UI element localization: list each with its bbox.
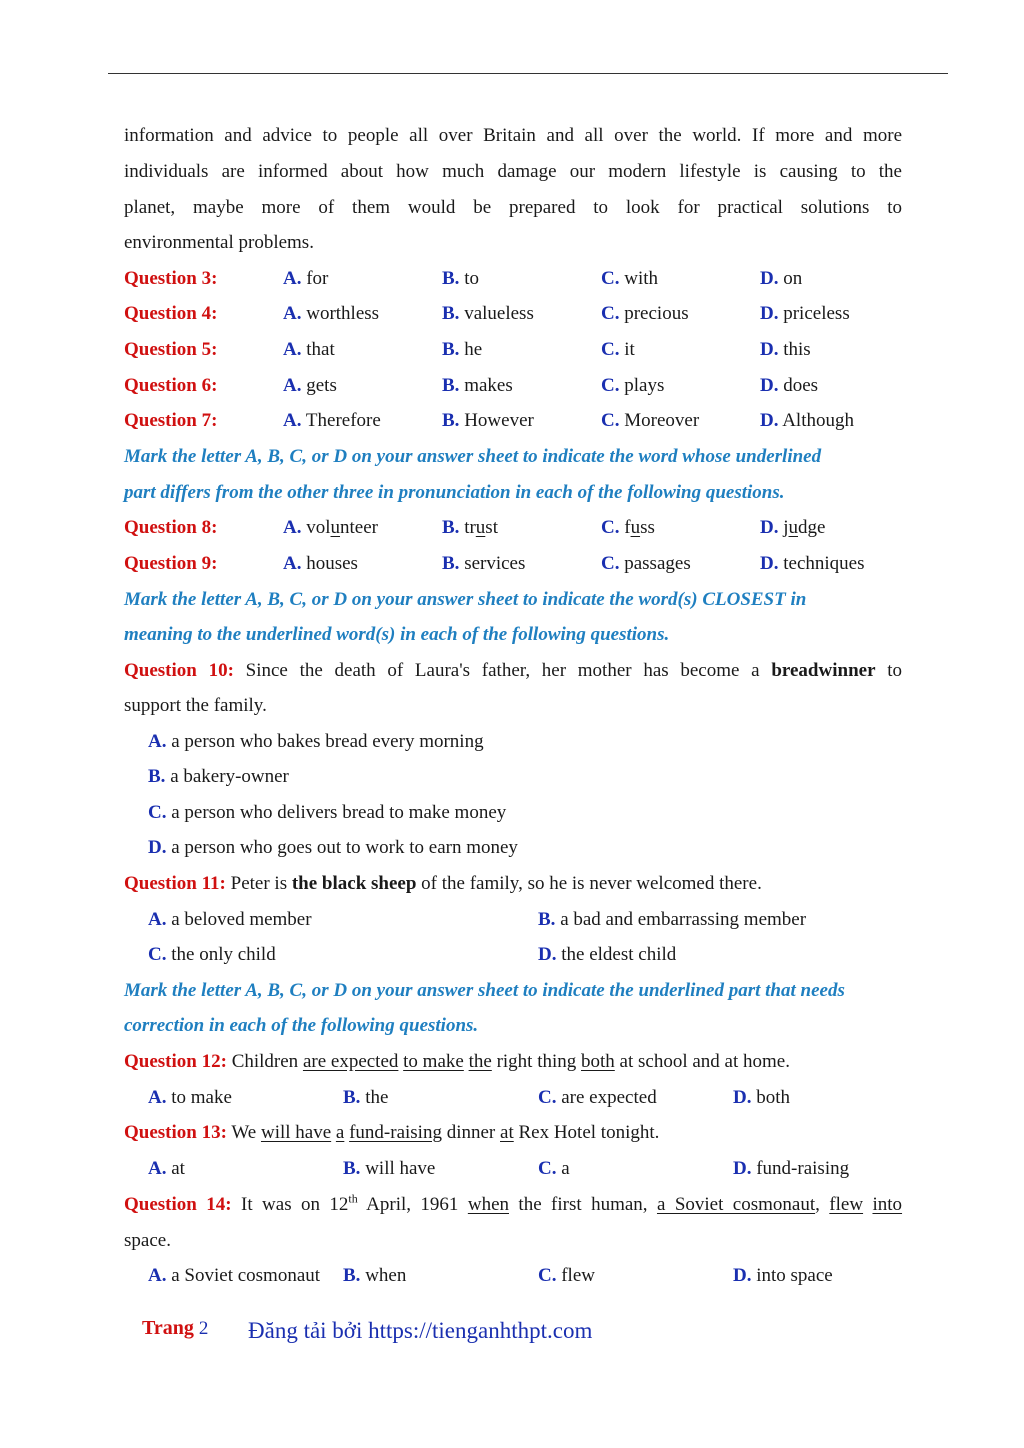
q9-option-d[interactable]: D. techniques xyxy=(760,553,865,574)
q5-option-c[interactable]: C. it xyxy=(601,339,635,360)
question-10-stem-cont: support the family. xyxy=(124,695,267,716)
instruction-closest-line-1: Mark the letter A, B, C, or D on your answer sheet to indicate the word(s) CLOSEST in xyxy=(124,589,807,610)
q12-option-a[interactable]: A. to make xyxy=(148,1087,232,1108)
q14-option-b[interactable]: B. when xyxy=(343,1265,407,1286)
question-12-label: Question 12: xyxy=(124,1051,227,1072)
q8-option-b[interactable]: B. trust xyxy=(442,517,498,538)
q6-option-b[interactable]: B. makes xyxy=(442,375,513,396)
question-14-label: Question 14: xyxy=(124,1194,232,1215)
q5-option-d[interactable]: D. this xyxy=(760,339,811,360)
passage-line-1: information and advice to people all over Britain and all over the world. If more and more xyxy=(124,125,902,146)
page-number: Trang 2 xyxy=(142,1317,209,1339)
q10-option-b[interactable]: B. a bakery-owner xyxy=(148,766,289,787)
question-3-label: Question 3: xyxy=(124,268,218,289)
q13-option-d[interactable]: D. fund-raising xyxy=(733,1158,850,1179)
q7-option-c[interactable]: C. Moreover xyxy=(601,410,700,431)
q4-option-b[interactable]: B. valueless xyxy=(442,303,534,324)
question-11-stem: Question 11: Peter is the black sheep of the family, so he is never welcomed there. xyxy=(124,873,762,894)
q11-option-b[interactable]: B. a bad and embarrassing member xyxy=(538,909,807,930)
question-10-stem: Question 10: Since the death of Laura's father, her mother has become a breadwinner to xyxy=(124,660,903,681)
q4-option-a[interactable]: A. worthless xyxy=(283,303,380,324)
instruction-closest-line-2: meaning to the underlined word(s) in each of the following questions. xyxy=(124,624,670,645)
q14-option-d[interactable]: D. into space xyxy=(733,1265,833,1286)
question-9-label: Question 9: xyxy=(124,553,218,574)
q10-option-d[interactable]: D. a person who goes out to work to earn money xyxy=(148,837,518,858)
question-14-stem-cont: space. xyxy=(124,1230,171,1251)
question-14-stem: Question 14: It was on 12th April, 1961 when the first human, a Soviet cosmonaut, flew into xyxy=(124,1191,903,1215)
question-12-stem: Question 12: Children are expected to make the right thing both at school and at home. xyxy=(124,1051,790,1072)
passage-line-2: individuals are informed about how much damage our modern lifestyle is causing to the xyxy=(124,161,902,182)
question-13-stem: Question 13: We will have a fund-raising dinner at Rex Hotel tonight. xyxy=(124,1122,660,1143)
q14-option-c[interactable]: C. flew xyxy=(538,1265,595,1286)
q11-option-d[interactable]: D. the eldest child xyxy=(538,944,677,965)
q7-option-b[interactable]: B. However xyxy=(442,410,534,431)
q14-option-a[interactable]: A. a Soviet cosmonaut xyxy=(148,1265,321,1286)
q13-option-a[interactable]: A. at xyxy=(148,1158,185,1179)
q9-option-c[interactable]: C. passages xyxy=(601,553,691,574)
q3-option-c[interactable]: C. with xyxy=(601,268,659,289)
passage-line-3: planet, maybe more of them would be prepared to look for practical solutions to xyxy=(124,197,902,218)
q12-option-c[interactable]: C. are expected xyxy=(538,1087,657,1108)
q12-option-d[interactable]: D. both xyxy=(733,1087,791,1108)
q11-option-a[interactable]: A. a beloved member xyxy=(148,909,312,930)
question-4-label: Question 4: xyxy=(124,303,218,324)
q6-option-d[interactable]: D. does xyxy=(760,375,819,396)
instruction-pronunciation-line-1: Mark the letter A, B, C, or D on your answer sheet to indicate the word whose underlined xyxy=(124,446,822,467)
header-rule xyxy=(108,73,948,74)
q8-option-a[interactable]: A. volunteer xyxy=(283,517,378,538)
passage-line-4: environmental problems. xyxy=(124,232,314,253)
instruction-pronunciation-line-2: part differs from the other three in pronunciation in each of the following questions. xyxy=(124,482,785,503)
q13-option-c[interactable]: C. a xyxy=(538,1158,570,1179)
q6-option-a[interactable]: A. gets xyxy=(283,375,337,396)
q6-option-c[interactable]: C. plays xyxy=(601,375,665,396)
question-6-label: Question 6: xyxy=(124,375,218,396)
q8-option-d[interactable]: D. judge xyxy=(760,517,826,538)
question-5-label: Question 5: xyxy=(124,339,218,360)
q9-option-b[interactable]: B. services xyxy=(442,553,526,574)
q4-option-d[interactable]: D. priceless xyxy=(760,303,850,324)
q7-option-d[interactable]: D. Although xyxy=(760,410,854,431)
question-11-label: Question 11: xyxy=(124,873,226,894)
instruction-correction-line-2: correction in each of the following questions. xyxy=(124,1015,479,1036)
q3-option-a[interactable]: A. for xyxy=(283,268,329,289)
question-8-label: Question 8: xyxy=(124,517,218,538)
q5-option-b[interactable]: B. he xyxy=(442,339,483,360)
q4-option-c[interactable]: C. precious xyxy=(601,303,689,324)
q13-option-b[interactable]: B. will have xyxy=(343,1158,436,1179)
question-7-label: Question 7: xyxy=(124,410,218,431)
instruction-correction-line-1: Mark the letter A, B, C, or D on your answer sheet to indicate the underlined part that needs xyxy=(124,980,845,1001)
q7-option-a[interactable]: A. Therefore xyxy=(283,410,381,431)
question-10-label: Question 10: xyxy=(124,660,234,681)
q12-option-b[interactable]: B. the xyxy=(343,1087,389,1108)
q11-option-c[interactable]: C. the only child xyxy=(148,944,276,965)
uploaded-by-link[interactable]: Đăng tải bởi https://tienganhthpt.com xyxy=(248,1318,593,1343)
q5-option-a[interactable]: A. that xyxy=(283,339,335,360)
q3-option-d[interactable]: D. on xyxy=(760,268,803,289)
q3-option-b[interactable]: B. to xyxy=(442,268,479,289)
q10-option-a[interactable]: A. a person who bakes bread every morning xyxy=(148,731,484,752)
q8-option-c[interactable]: C. fuss xyxy=(601,517,655,538)
q10-option-c[interactable]: C. a person who delivers bread to make money xyxy=(148,802,507,823)
question-13-label: Question 13: xyxy=(124,1122,227,1143)
q9-option-a[interactable]: A. houses xyxy=(283,553,358,574)
